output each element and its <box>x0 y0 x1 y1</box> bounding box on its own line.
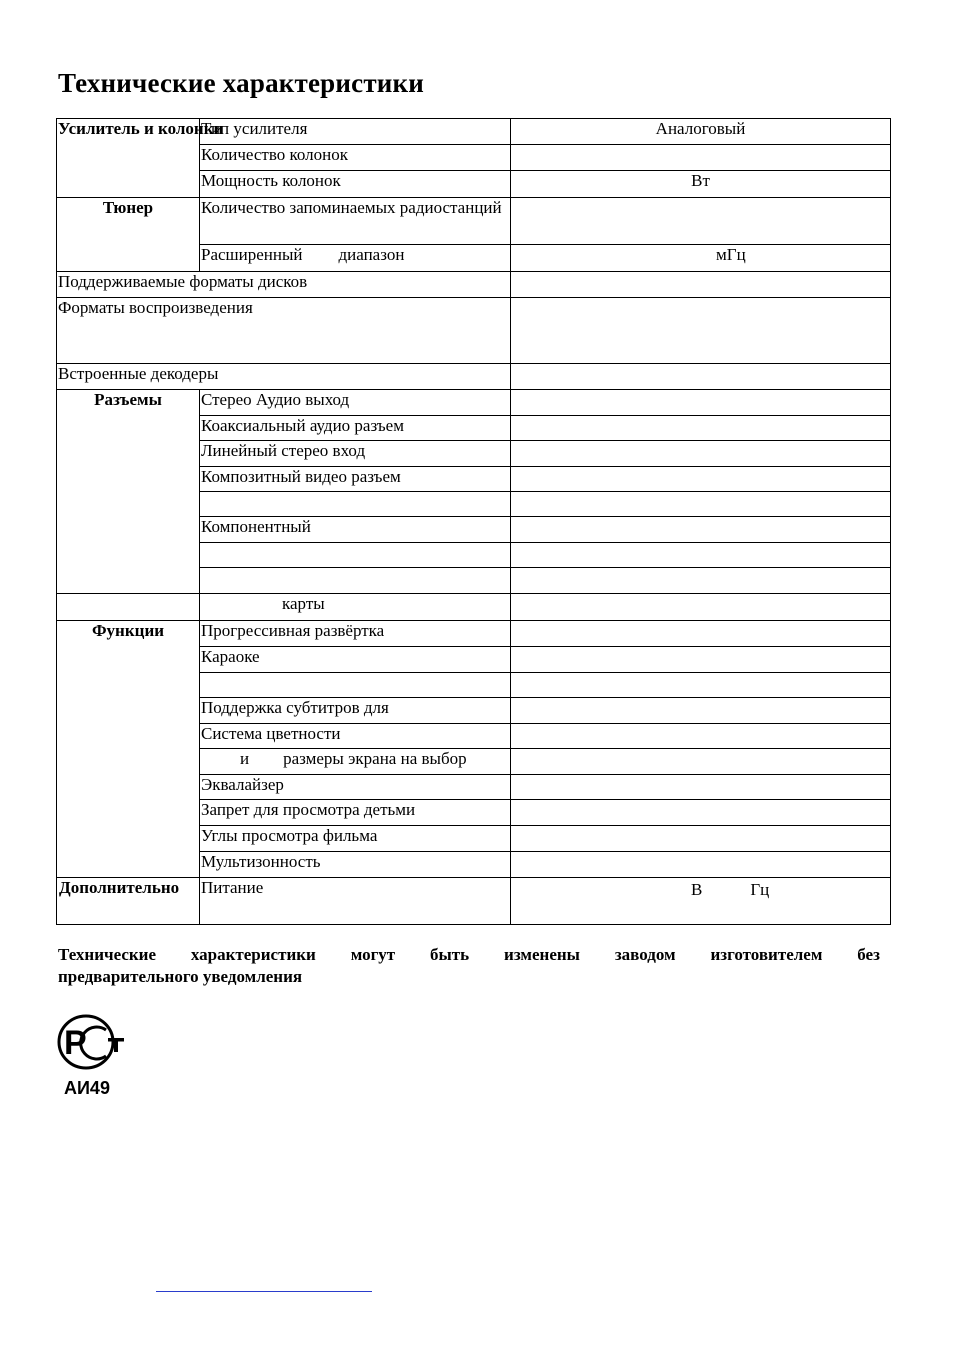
spec-label: Количество запоминаемых радиостанций <box>200 198 511 245</box>
spec-value <box>511 543 891 568</box>
spec-value <box>511 272 891 298</box>
table-row <box>57 198 891 245</box>
certification-code: АИ49 <box>64 1078 110 1098</box>
disclaimer-word: характеристики <box>190 945 316 964</box>
spec-label <box>200 492 511 517</box>
spec-label: Эквалайзер <box>200 775 511 800</box>
spec-label: Композитный видео разъем <box>200 467 511 492</box>
disclaimer-line-1 <box>58 944 880 966</box>
spec-label <box>200 673 511 698</box>
spec-value <box>511 441 891 467</box>
spec-label: Поддержка субтитров для <box>200 698 511 724</box>
table-row <box>57 119 891 145</box>
spec-label: Прогрессивная развёртка <box>200 621 511 647</box>
table-row <box>57 621 891 647</box>
table-row <box>57 878 891 925</box>
footer-link-underline[interactable] <box>156 1291 372 1292</box>
group-functions: Функции <box>57 621 200 878</box>
group-amp: Усилитель и колонки <box>57 119 200 198</box>
spec-value <box>511 568 891 594</box>
disclaimer-word: могут <box>350 945 396 964</box>
disclaimer-note <box>58 944 880 988</box>
spec-label-part: и <box>240 749 250 768</box>
spec-value <box>511 698 891 724</box>
spec-value <box>511 364 891 390</box>
spec-label: Тип усилителя <box>200 119 511 145</box>
page-title: Технические характеристики <box>58 68 425 98</box>
spec-value <box>511 852 891 878</box>
spec-label: Поддерживаемые форматы дисков <box>57 272 511 298</box>
spec-label: Количество колонок <box>200 145 511 171</box>
spec-value <box>511 416 891 441</box>
spec-value <box>511 878 891 925</box>
group-tuner: Тюнер <box>57 198 200 272</box>
spec-value <box>511 390 891 416</box>
group-additional: Дополнительно <box>57 878 200 925</box>
spec-value <box>511 621 891 647</box>
spec-value <box>511 467 891 492</box>
disclaimer-word: Технические <box>58 945 157 964</box>
spec-label: Форматы воспроизведения <box>57 298 511 364</box>
spec-label: Караоке <box>200 647 511 673</box>
spec-label: Углы просмотра фильма <box>200 826 511 852</box>
spec-label: Мощность колонок <box>200 171 511 198</box>
spec-label: Система цветности <box>200 724 511 749</box>
spec-value <box>511 800 891 826</box>
disclaimer-word: быть <box>430 945 470 964</box>
spec-label: Мультизонность <box>200 852 511 878</box>
disclaimer-word: без <box>857 945 880 964</box>
rst-certification-mark-icon <box>56 1012 126 1072</box>
spec-label: Питание <box>200 878 511 925</box>
spec-value <box>511 749 891 775</box>
spec-value <box>511 775 891 800</box>
spec-value-unit: Гц <box>750 880 770 899</box>
table-row <box>57 594 891 621</box>
spec-label: Запрет для просмотра детьми <box>200 800 511 826</box>
spec-value <box>511 647 891 673</box>
disclaimer-word: изменены <box>504 945 580 964</box>
spec-label <box>200 543 511 568</box>
spec-value <box>511 492 891 517</box>
spec-value <box>511 724 891 749</box>
spec-label: Компонентный <box>200 517 511 543</box>
table-row <box>57 364 891 390</box>
table-row <box>57 298 891 364</box>
spec-value: Аналоговый <box>511 119 891 145</box>
table-row <box>57 390 891 416</box>
disclaimer-word: заводом <box>614 945 676 964</box>
spec-label: Линейный стерео вход <box>200 441 511 467</box>
spec-value <box>511 245 891 272</box>
table-row <box>57 272 891 298</box>
spec-value: Вт <box>511 171 891 198</box>
spec-label: Встроенные декодеры <box>57 364 511 390</box>
group-connectors: Разъемы <box>57 390 200 594</box>
group-empty <box>57 594 200 621</box>
spec-label: Стерео Аудио выход <box>200 390 511 416</box>
spec-value-unit: мГц <box>716 245 746 264</box>
svg-text:Р: Р <box>64 1024 87 1062</box>
spec-label <box>200 749 511 775</box>
spec-label-part: карты <box>282 594 325 613</box>
spec-label-part: диапазон <box>338 245 405 264</box>
spec-value <box>511 826 891 852</box>
spec-value <box>511 145 891 171</box>
spec-value <box>511 298 891 364</box>
spec-value <box>511 594 891 621</box>
disclaimer-line-2: предварительного уведомления <box>58 967 303 986</box>
spec-label-part: размеры экрана на выбор <box>283 749 467 768</box>
spec-label <box>200 594 511 621</box>
spec-label <box>200 568 511 594</box>
spec-value <box>511 517 891 543</box>
spec-label <box>200 245 511 272</box>
spec-table <box>56 118 891 925</box>
spec-value <box>511 198 891 245</box>
spec-value-unit: В <box>691 880 703 899</box>
spec-label-part: Расширенный <box>201 245 303 264</box>
disclaimer-word: изготовителем <box>710 945 823 964</box>
spec-label: Коаксиальный аудио разъем <box>200 416 511 441</box>
spec-value <box>511 673 891 698</box>
